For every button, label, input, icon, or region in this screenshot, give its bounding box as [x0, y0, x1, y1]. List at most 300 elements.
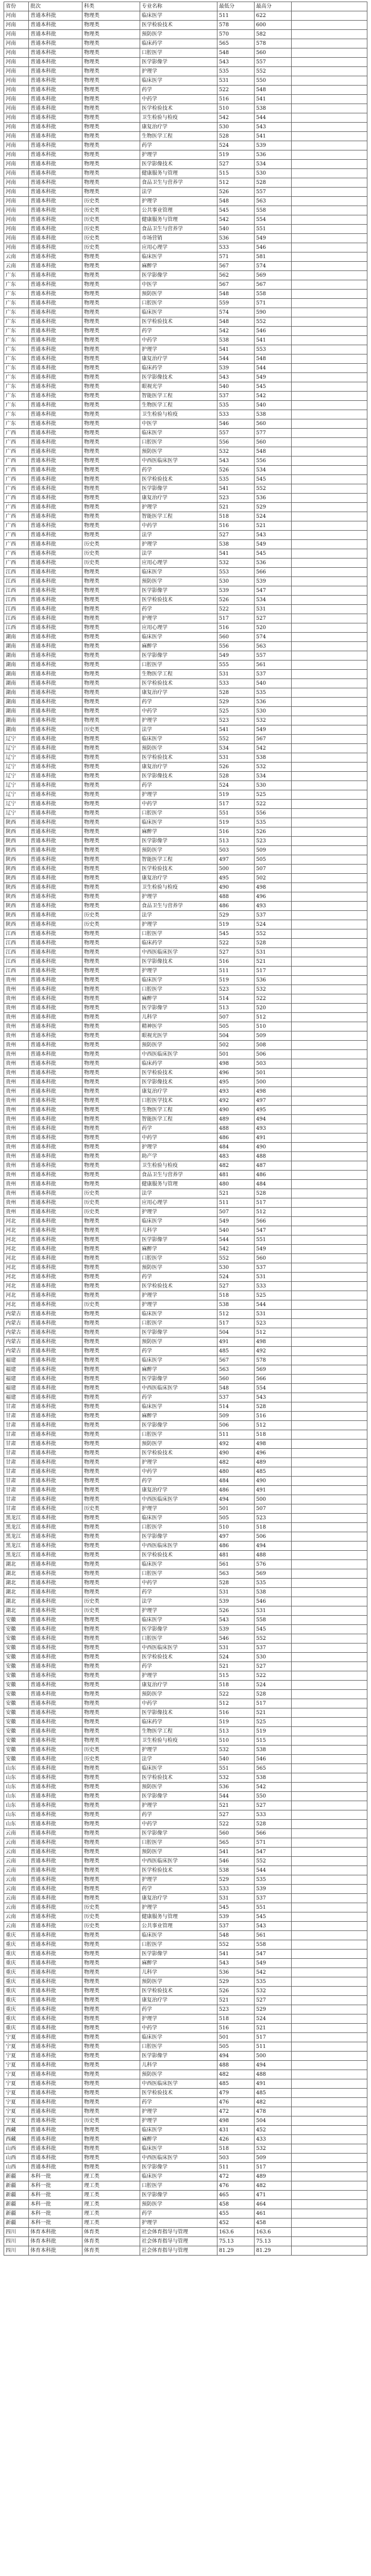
table-row	[4, 1245, 367, 1254]
cell-batch: 普通本科批	[29, 967, 82, 976]
cell-province: 重庆	[4, 1950, 29, 1959]
cell-province: 广西	[4, 438, 29, 447]
table-row	[4, 1606, 367, 1616]
cell-batch: 普通本科批	[29, 1421, 82, 1430]
cell-major: 儿科学	[140, 1226, 217, 1235]
cell-max-score: 535	[255, 688, 292, 698]
cell-max-score: 542	[255, 1968, 292, 1977]
table-row	[4, 1625, 367, 1634]
cell-major: 医学检验技术	[140, 1987, 217, 1996]
cell-subject: 物理类	[82, 11, 140, 21]
table-row	[4, 2005, 367, 2014]
table-row	[4, 2024, 367, 2033]
cell-province: 黑龙江	[4, 1541, 29, 1551]
cell-spacer	[292, 902, 367, 911]
cell-min-score: 533	[217, 679, 255, 688]
cell-max-score: 532	[255, 716, 292, 725]
cell-major: 口腔医学	[140, 809, 217, 818]
cell-max-score: 569	[255, 271, 292, 280]
table-row	[4, 382, 367, 392]
cell-min-score: 536	[217, 1968, 255, 1977]
cell-subject: 理工类	[82, 2172, 140, 2181]
cell-major: 临床药学	[140, 939, 217, 948]
cell-spacer	[292, 1773, 367, 1783]
cell-major: 法学	[140, 725, 217, 735]
table-row	[4, 2246, 367, 2256]
cell-major: 预防医学	[140, 2070, 217, 2079]
cell-major: 临床医学	[140, 11, 217, 21]
cell-province: 陕西	[4, 855, 29, 865]
cell-spacer	[292, 1226, 367, 1235]
cell-batch: 普通本科批	[29, 1643, 82, 1653]
cell-spacer	[292, 58, 367, 67]
cell-min-score: 490	[217, 1106, 255, 1115]
cell-spacer	[292, 512, 367, 521]
table-row	[4, 1031, 367, 1041]
cell-batch: 普通本科批	[29, 1848, 82, 1857]
cell-batch: 普通本科批	[29, 1254, 82, 1263]
admission-score-table	[4, 2, 367, 2256]
cell-spacer	[292, 846, 367, 855]
cell-spacer	[292, 1783, 367, 1792]
cell-major: 医学检验技术	[140, 596, 217, 605]
cell-province: 安徽	[4, 1634, 29, 1643]
cell-min-score: 523	[217, 985, 255, 994]
cell-subject: 物理类	[82, 1486, 140, 1495]
cell-major: 医学影像学	[140, 58, 217, 67]
cell-min-score: 492	[217, 1096, 255, 1106]
table-row	[4, 401, 367, 410]
cell-province: 陕西	[4, 902, 29, 911]
cell-min-score: 563	[217, 1365, 255, 1375]
cell-min-score: 516	[217, 521, 255, 531]
cell-spacer	[292, 2014, 367, 2024]
cell-subject: 物理类	[82, 1838, 140, 1848]
cell-subject: 物理类	[82, 188, 140, 197]
table-row	[4, 1866, 367, 1875]
cell-province: 福建	[4, 1356, 29, 1365]
cell-spacer	[292, 2033, 367, 2042]
cell-batch: 普通本科批	[29, 1950, 82, 1959]
cell-province: 安徽	[4, 1727, 29, 1736]
cell-batch: 普通本科批	[29, 2154, 82, 2163]
cell-province: 新疆	[4, 2191, 29, 2200]
cell-major: 智能医学工程	[140, 392, 217, 401]
cell-subject: 物理类	[82, 698, 140, 707]
cell-subject: 物理类	[82, 837, 140, 846]
cell-subject: 物理类	[82, 2098, 140, 2107]
cell-subject: 物理类	[82, 1792, 140, 1801]
cell-max-score: 578	[255, 39, 292, 48]
cell-min-score: 552	[217, 735, 255, 744]
cell-major: 医学检验技术	[140, 865, 217, 874]
cell-subject: 物理类	[82, 1662, 140, 1671]
cell-min-score: 538	[217, 1866, 255, 1875]
cell-subject: 物理类	[82, 1866, 140, 1875]
cell-province: 陕西	[4, 892, 29, 902]
cell-major: 预防医学	[140, 1690, 217, 1699]
table-row	[4, 1310, 367, 1319]
cell-major: 临床医学	[140, 1514, 217, 1523]
cell-min-score: 505	[217, 1022, 255, 1031]
cell-major: 护理学	[140, 150, 217, 160]
cell-max-score: 524	[255, 1681, 292, 1690]
cell-batch: 普通本科批	[29, 1096, 82, 1106]
cell-major: 医学影像学	[140, 651, 217, 660]
cell-batch: 普通本科批	[29, 1291, 82, 1300]
cell-province: 辽宁	[4, 772, 29, 781]
cell-province: 湖北	[4, 1588, 29, 1597]
table-row	[4, 1885, 367, 1894]
cell-spacer	[292, 2246, 367, 2256]
cell-province: 广东	[4, 290, 29, 299]
cell-subject: 物理类	[82, 1217, 140, 1226]
cell-province: 江西	[4, 577, 29, 586]
cell-max-score: 560	[255, 48, 292, 58]
cell-major: 社会体育指导与管理	[140, 2237, 217, 2246]
cell-subject: 物理类	[82, 1931, 140, 1940]
table-row	[4, 1467, 367, 1477]
cell-spacer	[292, 781, 367, 790]
cell-batch: 普通本科批	[29, 169, 82, 178]
cell-subject: 物理类	[82, 419, 140, 429]
cell-major: 药学	[140, 698, 217, 707]
cell-batch: 普通本科批	[29, 262, 82, 271]
cell-batch: 本科一批	[29, 2172, 82, 2181]
cell-subject: 历史类	[82, 1198, 140, 1208]
cell-max-score: 553	[255, 345, 292, 354]
cell-max-score: 549	[255, 373, 292, 382]
cell-province: 甘肃	[4, 1467, 29, 1477]
cell-min-score: 518	[217, 512, 255, 521]
cell-province: 甘肃	[4, 1421, 29, 1430]
cell-min-score: 540	[217, 225, 255, 234]
cell-min-score: 527	[217, 160, 255, 169]
cell-province: 福建	[4, 1375, 29, 1384]
cell-spacer	[292, 1838, 367, 1848]
cell-subject: 物理类	[82, 1477, 140, 1486]
cell-spacer	[292, 753, 367, 762]
cell-min-score: 536	[217, 1783, 255, 1792]
table-row	[4, 438, 367, 447]
cell-max-score: 498	[255, 1087, 292, 1096]
cell-max-score: 485	[255, 2089, 292, 2098]
cell-major: 医学影像学	[140, 2163, 217, 2172]
cell-max-score: 532	[255, 2144, 292, 2154]
cell-province: 陕西	[4, 911, 29, 920]
table-row	[4, 1690, 367, 1699]
table-row	[4, 1922, 367, 1931]
cell-major: 护理学	[140, 614, 217, 623]
table-row	[4, 1551, 367, 1560]
cell-max-score: 552	[255, 929, 292, 939]
cell-province: 内蒙古	[4, 1347, 29, 1356]
table-row	[4, 800, 367, 809]
cell-major: 医学检验技术	[140, 679, 217, 688]
cell-subject: 物理类	[82, 438, 140, 447]
cell-spacer	[292, 1829, 367, 1838]
cell-spacer	[292, 429, 367, 438]
cell-max-score: 528	[255, 178, 292, 188]
cell-batch: 普通本科批	[29, 994, 82, 1004]
cell-major: 智能医学工程	[140, 1115, 217, 1124]
cell-batch: 普通本科批	[29, 1551, 82, 1560]
cell-max-score: 546	[255, 1597, 292, 1606]
cell-min-score: 509	[217, 1412, 255, 1421]
table-row	[4, 160, 367, 169]
table-row	[4, 1616, 367, 1625]
cell-subject: 体育类	[82, 2237, 140, 2246]
cell-subject: 物理类	[82, 132, 140, 141]
cell-min-score: 516	[217, 2024, 255, 2033]
table-row	[4, 188, 367, 197]
cell-min-score: 511	[217, 1430, 255, 1439]
cell-major: 临床医学	[140, 1616, 217, 1625]
cell-province: 河南	[4, 21, 29, 30]
cell-batch: 普通本科批	[29, 503, 82, 512]
cell-subject: 物理类	[82, 633, 140, 642]
cell-batch: 普通本科批	[29, 215, 82, 225]
table-row	[4, 1968, 367, 1977]
cell-major: 眼视光学	[140, 382, 217, 392]
cell-subject: 历史类	[82, 1208, 140, 1217]
cell-max-score: 532	[255, 985, 292, 994]
cell-subject: 历史类	[82, 1606, 140, 1616]
table-row	[4, 30, 367, 39]
cell-spacer	[292, 1300, 367, 1310]
table-row	[4, 902, 367, 911]
cell-batch: 普通本科批	[29, 1523, 82, 1532]
cell-subject: 历史类	[82, 1189, 140, 1198]
table-row	[4, 1273, 367, 1282]
cell-province: 江西	[4, 614, 29, 623]
cell-batch: 普通本科批	[29, 744, 82, 753]
cell-subject: 历史类	[82, 540, 140, 549]
cell-max-score: 163.6	[255, 2228, 292, 2237]
cell-batch: 普通本科批	[29, 1087, 82, 1096]
table-row	[4, 1430, 367, 1439]
cell-subject: 物理类	[82, 1681, 140, 1690]
table-row	[4, 1412, 367, 1421]
cell-max-score: 545	[255, 549, 292, 558]
cell-major: 医学影像学	[140, 1532, 217, 1541]
cell-batch: 普通本科批	[29, 2163, 82, 2172]
cell-major: 临床医学	[140, 1217, 217, 1226]
table-row	[4, 419, 367, 429]
table-row	[4, 484, 367, 494]
cell-batch: 普通本科批	[29, 985, 82, 994]
cell-min-score: 561	[217, 1560, 255, 1569]
cell-min-score: 565	[217, 1838, 255, 1848]
cell-min-score: 503	[217, 846, 255, 855]
cell-province: 陕西	[4, 818, 29, 827]
cell-batch: 普通本科批	[29, 1579, 82, 1588]
cell-major: 公共事业管理	[140, 206, 217, 215]
table-row	[4, 1013, 367, 1022]
cell-batch: 普通本科批	[29, 892, 82, 902]
cell-max-score: 517	[255, 1198, 292, 1208]
cell-min-score: 524	[217, 1653, 255, 1662]
cell-batch: 普通本科批	[29, 2070, 82, 2079]
cell-min-score: 548	[217, 48, 255, 58]
cell-province: 湖北	[4, 1569, 29, 1579]
cell-spacer	[292, 1745, 367, 1755]
table-row	[4, 911, 367, 920]
table-row	[4, 1291, 367, 1300]
cell-province: 山西	[4, 2163, 29, 2172]
cell-province: 广东	[4, 354, 29, 364]
cell-province: 宁夏	[4, 2089, 29, 2098]
table-row	[4, 197, 367, 206]
cell-major: 药学	[140, 327, 217, 336]
cell-province: 内蒙古	[4, 1319, 29, 1328]
table-row	[4, 48, 367, 58]
cell-major: 中西医临床医学	[140, 1495, 217, 1504]
cell-min-score: 491	[217, 1337, 255, 1347]
cell-province: 广东	[4, 373, 29, 382]
cell-province: 四川	[4, 2237, 29, 2246]
cell-min-score: 495	[217, 874, 255, 883]
cell-max-score: 498	[255, 883, 292, 892]
cell-major: 药学	[140, 2209, 217, 2218]
cell-province: 辽宁	[4, 781, 29, 790]
cell-province: 黑龙江	[4, 1551, 29, 1560]
cell-spacer	[292, 76, 367, 86]
cell-max-score: 535	[255, 1579, 292, 1588]
cell-spacer	[292, 252, 367, 262]
cell-subject: 物理类	[82, 2135, 140, 2144]
cell-subject: 物理类	[82, 1458, 140, 1467]
cell-subject: 物理类	[82, 577, 140, 586]
cell-batch: 普通本科批	[29, 1829, 82, 1838]
table-row	[4, 614, 367, 623]
cell-spacer	[292, 178, 367, 188]
table-row	[4, 1597, 367, 1606]
cell-batch: 普通本科批	[29, 271, 82, 280]
table-row	[4, 1180, 367, 1189]
cell-max-score: 525	[255, 1718, 292, 1727]
table-row	[4, 735, 367, 744]
cell-max-score: 600	[255, 21, 292, 30]
cell-min-score: 510	[217, 1736, 255, 1745]
cell-major: 口腔医学	[140, 438, 217, 447]
cell-province: 江西	[4, 605, 29, 614]
cell-batch: 普通本科批	[29, 123, 82, 132]
cell-province: 重庆	[4, 2014, 29, 2024]
table-row	[4, 818, 367, 827]
cell-major: 麻醉学	[140, 1412, 217, 1421]
cell-max-score: 535	[255, 818, 292, 827]
cell-province: 四川	[4, 2246, 29, 2256]
cell-batch: 普通本科批	[29, 1755, 82, 1764]
cell-spacer	[292, 1643, 367, 1653]
cell-province: 贵州	[4, 1069, 29, 1078]
table-row	[4, 345, 367, 354]
cell-max-score: 558	[255, 290, 292, 299]
cell-province: 贵州	[4, 1198, 29, 1208]
cell-province: 陕西	[4, 837, 29, 846]
cell-batch: 普通本科批	[29, 902, 82, 911]
cell-major: 医学影像技术	[140, 1078, 217, 1087]
cell-province: 辽宁	[4, 809, 29, 818]
cell-min-score: 548	[217, 317, 255, 327]
cell-spacer	[292, 1727, 367, 1736]
cell-min-score: 519	[217, 150, 255, 160]
cell-province: 贵州	[4, 1041, 29, 1050]
cell-max-score: 521	[255, 2024, 292, 2033]
cell-province: 山东	[4, 1820, 29, 1829]
table-row	[4, 1319, 367, 1328]
cell-min-score: 163.6	[217, 2228, 255, 2237]
cell-subject: 物理类	[82, 688, 140, 698]
cell-batch: 普通本科批	[29, 688, 82, 698]
cell-spacer	[292, 2228, 367, 2237]
cell-subject: 物理类	[82, 1069, 140, 1078]
cell-max-score: 571	[255, 1838, 292, 1848]
cell-subject: 物理类	[82, 586, 140, 596]
cell-batch: 普通本科批	[29, 160, 82, 169]
cell-spacer	[292, 920, 367, 929]
cell-subject: 体育类	[82, 2246, 140, 2256]
cell-min-score: 532	[217, 447, 255, 456]
cell-min-score: 494	[217, 2052, 255, 2061]
cell-min-score: 542	[217, 327, 255, 336]
table-row	[4, 577, 367, 586]
cell-max-score: 534	[255, 160, 292, 169]
table-row	[4, 243, 367, 252]
table-row	[4, 698, 367, 707]
cell-max-score: 509	[255, 846, 292, 855]
cell-province: 广东	[4, 271, 29, 280]
cell-batch: 普通本科批	[29, 716, 82, 725]
cell-subject: 物理类	[82, 160, 140, 169]
cell-subject: 物理类	[82, 475, 140, 484]
table-row	[4, 670, 367, 679]
table-row	[4, 642, 367, 651]
cell-batch: 普通本科批	[29, 1569, 82, 1579]
cell-province: 陕西	[4, 846, 29, 855]
cell-province: 宁夏	[4, 2052, 29, 2061]
cell-province: 河北	[4, 1291, 29, 1300]
cell-spacer	[292, 169, 367, 178]
cell-major: 口腔医学	[140, 1838, 217, 1848]
cell-spacer	[292, 549, 367, 558]
cell-min-score: 480	[217, 1467, 255, 1477]
cell-max-score: 569	[255, 1569, 292, 1579]
cell-subject: 物理类	[82, 252, 140, 262]
cell-min-score: 521	[217, 1189, 255, 1198]
cell-major: 药学	[140, 1477, 217, 1486]
cell-max-score: 563	[255, 197, 292, 206]
cell-major: 药学	[140, 86, 217, 95]
table-row	[4, 1495, 367, 1504]
cell-min-score: 545	[217, 1903, 255, 1912]
cell-province: 贵州	[4, 985, 29, 994]
cell-min-score: 515	[217, 169, 255, 178]
cell-subject: 物理类	[82, 1718, 140, 1727]
cell-province: 贵州	[4, 1087, 29, 1096]
cell-min-score: 519	[217, 818, 255, 827]
table-row	[4, 2181, 367, 2191]
cell-major: 康复治疗学	[140, 688, 217, 698]
table-row	[4, 1235, 367, 1245]
cell-subject: 物理类	[82, 800, 140, 809]
cell-batch: 普通本科批	[29, 1263, 82, 1273]
cell-max-score: 546	[255, 1755, 292, 1764]
cell-province: 安徽	[4, 1662, 29, 1671]
table-row	[4, 215, 367, 225]
cell-min-score: 452	[217, 2218, 255, 2228]
